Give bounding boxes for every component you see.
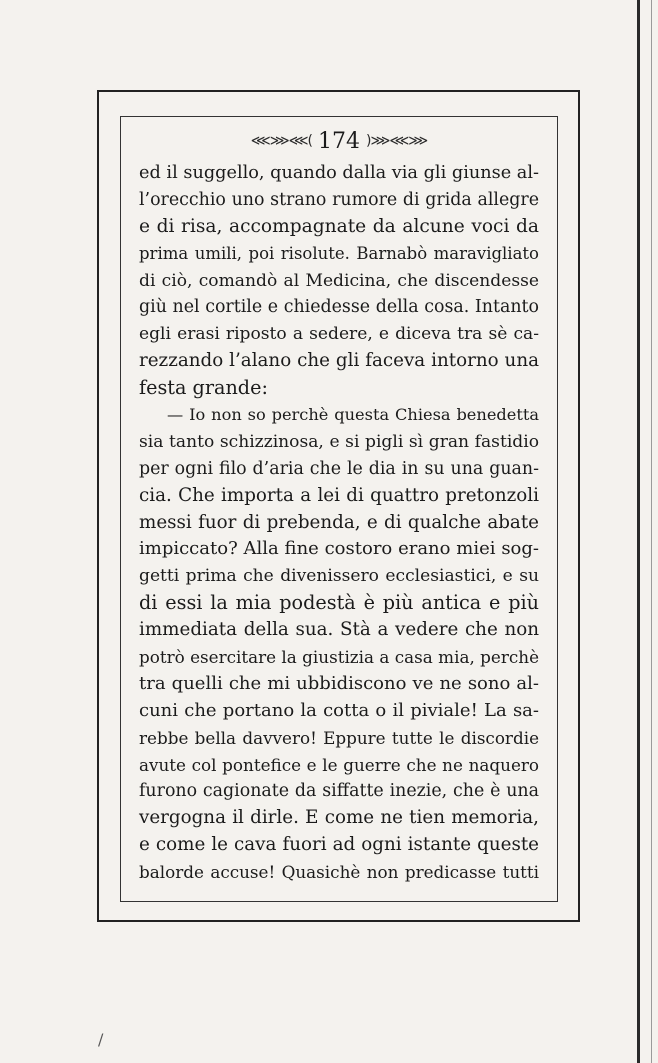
text-line: vergogna il dirle. E come ne tien memoria, xyxy=(139,807,539,829)
left-ornament: ⋘⋙⋘( xyxy=(250,133,312,149)
text-line: immediata della sua. Stà a vedere che non xyxy=(139,619,539,641)
text-line: balorde accuse! Quasichè non predicasse tutti xyxy=(139,862,539,883)
text-line: per ogni filo d’aria che le dia in su una guan- xyxy=(139,458,539,479)
text-line: e di risa, accompagnate da alcune voci da xyxy=(139,215,539,237)
text-line: tra quelli che mi ubbidiscono ve ne sono al- xyxy=(139,672,539,694)
page-edge-shadow xyxy=(637,0,640,1063)
text-line: cia. Che importa a lei di quattro pretonzoli xyxy=(139,484,539,506)
text-line: rebbe bella davvero! Eppure tutte le discordie xyxy=(139,727,539,748)
page-number: 174 xyxy=(318,128,360,154)
text-line: getti prima che divenissero ecclesiastici, e su xyxy=(139,566,539,587)
text-line: prima umili, poi risolute. Barnabò maravigliato xyxy=(139,243,539,263)
text-line: festa grande: xyxy=(139,376,268,400)
text-line: di essi la mia podestà è più antica e più xyxy=(139,591,539,615)
text-line: furono cagionate da siffatte inezie, che è una xyxy=(139,781,539,802)
text-line: l’orecchio uno strano rumore di grida allegre xyxy=(139,189,539,210)
text-line: di ciò, comandò al Medicina, che discendesse xyxy=(139,270,539,291)
text-line: giù nel cortile e chiedesse della cosa. Intanto xyxy=(139,297,539,318)
stray-ink-mark: / xyxy=(98,1030,104,1049)
text-line: — Io non so perchè questa Chiesa benedetta xyxy=(167,405,539,425)
text-line: ed il suggello, quando dalla via gli giunse al- xyxy=(139,163,539,183)
page-header xyxy=(120,126,558,156)
body-text xyxy=(139,160,539,886)
text-line: avute col pontefice e le guerre che ne naquero xyxy=(139,754,539,775)
text-line: sia tanto schizzinosa, e si pigli sì gran fastidio xyxy=(139,431,539,452)
text-line: potrò esercitare la giustizia a casa mia, perchè xyxy=(139,647,539,668)
text-line: messi fuor di prebenda, e di qualche abate xyxy=(139,511,539,533)
page-edge-line xyxy=(651,0,652,1063)
text-line: egli erasi riposto a sedere, e diceva tra sè ca- xyxy=(139,324,539,345)
right-ornament: )⋙⋘⋙ xyxy=(366,133,428,149)
text-line: impiccato? Alla fine costoro erano miei sog- xyxy=(139,538,539,560)
text-line: cuni che portano la cotta o il piviale! La sa- xyxy=(139,699,539,721)
text-line: rezzando l’alano che gli faceva intorno una xyxy=(139,350,539,372)
text-line: e come le cava fuori ad ogni istante queste xyxy=(139,834,539,856)
